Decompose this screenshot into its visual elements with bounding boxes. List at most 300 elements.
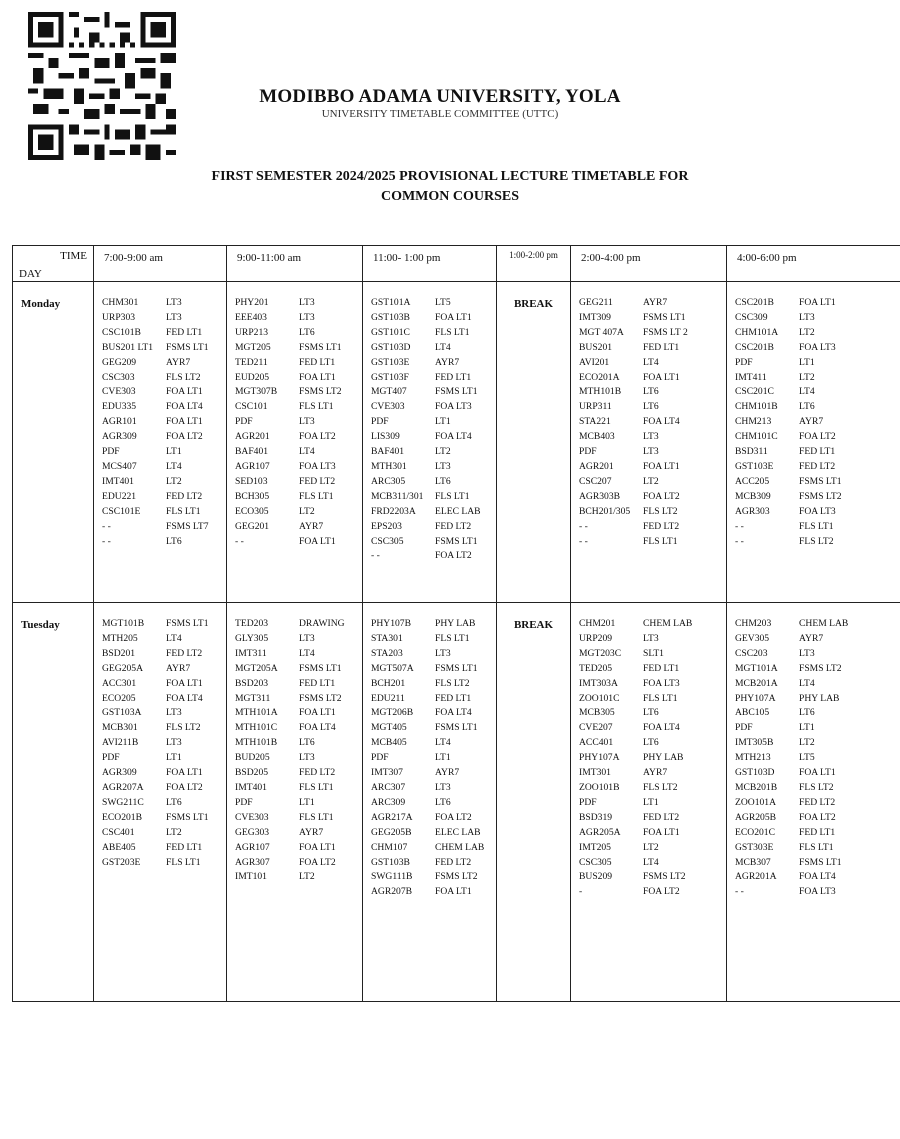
course-entry xyxy=(102,520,220,535)
course-entry xyxy=(579,766,720,781)
course-code: CHM301 xyxy=(102,297,139,308)
course-venue: LT6 xyxy=(799,707,815,719)
course-venue: LT6 xyxy=(299,737,315,749)
course-entry xyxy=(579,326,720,341)
course-code: URP209 xyxy=(579,632,613,644)
course-entry xyxy=(579,430,720,445)
course-entry xyxy=(579,677,720,692)
course-venue: LT3 xyxy=(299,632,315,644)
course-venue: FOA LT1 xyxy=(166,767,203,779)
course-entry xyxy=(735,706,894,721)
course-entry xyxy=(371,415,490,430)
course-entry xyxy=(735,341,894,356)
course-code: ZOO101C xyxy=(579,692,620,704)
course-entry xyxy=(579,400,720,415)
course-entry xyxy=(579,445,720,460)
course-venue: FOA LT1 xyxy=(435,311,472,323)
course-entry xyxy=(579,811,720,826)
course-venue: LT4 xyxy=(299,647,315,659)
course-venue: LT6 xyxy=(435,475,451,487)
course-venue: FED LT1 xyxy=(166,841,203,853)
course-entry xyxy=(102,811,220,826)
course-venue: FOA LT3 xyxy=(799,505,836,517)
course-venue: LT3 xyxy=(299,752,315,764)
course-code: URP213 xyxy=(235,326,269,338)
course-venue: FOA LT1 xyxy=(643,826,680,838)
course-venue: AYR7 xyxy=(166,662,191,674)
course-entry xyxy=(102,356,220,371)
day-label: Monday xyxy=(13,282,94,603)
course-venue: FLS LT1 xyxy=(166,856,201,868)
course-code: URP311 xyxy=(579,401,612,413)
course-venue: FLS LT1 xyxy=(435,490,470,502)
break-cell: BREAK xyxy=(497,282,571,603)
course-entry xyxy=(735,430,894,445)
course-code: BUS201 LT1 xyxy=(102,341,154,353)
course-code: AGR107 xyxy=(235,460,270,472)
course-code: PHY107A xyxy=(735,692,776,704)
course-code: PHY107B xyxy=(371,618,411,629)
course-venue: LT6 xyxy=(166,535,182,547)
course-venue: LT6 xyxy=(799,401,815,413)
course-entry xyxy=(735,647,894,662)
course-venue: LT4 xyxy=(166,460,182,472)
course-entry xyxy=(371,400,490,415)
course-venue: LT1 xyxy=(643,796,659,808)
course-entry xyxy=(735,535,894,550)
course-code: PDF xyxy=(735,722,753,734)
course-venue: LT3 xyxy=(299,416,315,428)
course-entry xyxy=(735,385,894,400)
course-code: GEG211 xyxy=(579,297,613,308)
course-entry xyxy=(102,430,220,445)
course-code: - - xyxy=(735,886,744,898)
course-venue: FOA LT2 xyxy=(166,781,203,793)
course-venue: LT3 xyxy=(166,737,182,749)
course-entry xyxy=(371,460,490,475)
course-code: BAF401 xyxy=(235,446,269,458)
course-venue: FED LT2 xyxy=(799,460,836,472)
course-entry xyxy=(235,692,356,707)
course-venue: LT3 xyxy=(299,311,315,323)
course-entry xyxy=(579,841,720,856)
course-entry xyxy=(735,692,894,707)
course-code: MGT507A xyxy=(371,662,414,674)
course-code: - xyxy=(579,886,583,898)
course-code: CSC201B xyxy=(735,341,774,353)
course-code: MCB307 xyxy=(735,856,771,868)
course-venue: LT2 xyxy=(643,841,659,853)
course-venue: FLS LT1 xyxy=(643,692,678,704)
slot-cell xyxy=(727,282,900,603)
course-entry xyxy=(735,811,894,826)
course-entry xyxy=(102,311,220,326)
course-code: IMT411 xyxy=(735,371,767,383)
course-code: CSC203 xyxy=(735,647,768,659)
course-venue: LT3 xyxy=(435,460,451,472)
course-entry xyxy=(102,692,220,707)
course-entry xyxy=(371,721,490,736)
course-venue: FOA LT2 xyxy=(299,431,336,443)
course-entry xyxy=(235,520,356,535)
time-slot-header: 9:00-11:00 am xyxy=(227,246,363,282)
course-code: GEG205A xyxy=(102,662,144,674)
course-code: ECO201B xyxy=(102,811,142,823)
course-code: TED211 xyxy=(235,356,268,368)
course-code: FRD2203A xyxy=(371,505,416,517)
course-venue: FOA LT1 xyxy=(299,371,336,383)
course-venue: FOA LT3 xyxy=(799,886,836,898)
slot-cell xyxy=(227,282,363,603)
course-code: CSC201C xyxy=(735,386,774,398)
course-entry xyxy=(371,856,490,871)
course-entry xyxy=(371,356,490,371)
course-venue: FOA LT2 xyxy=(643,490,680,502)
course-entry xyxy=(102,766,220,781)
course-entry xyxy=(735,460,894,475)
course-venue: FED LT2 xyxy=(166,647,203,659)
course-code: GEG303 xyxy=(235,826,270,838)
course-venue: LT6 xyxy=(643,707,659,719)
course-code: MCB201A xyxy=(735,677,778,689)
course-venue: FSMS LT1 xyxy=(166,618,209,629)
course-code: PDF xyxy=(579,446,597,458)
course-entry xyxy=(235,647,356,662)
course-venue: FSMS LT1 xyxy=(799,856,842,868)
course-code: GST103B xyxy=(371,311,410,323)
course-entry xyxy=(735,445,894,460)
corner-time-label: TIME xyxy=(60,250,87,262)
course-entry xyxy=(235,856,356,871)
course-venue: FOA LT2 xyxy=(799,811,836,823)
course-code: AGR205A xyxy=(579,826,621,838)
time-slot-header: 1:00-2:00 pm xyxy=(497,246,571,282)
course-venue: FED LT2 xyxy=(166,490,203,502)
course-venue: FSMS LT1 xyxy=(435,662,478,674)
course-venue: FLS LT2 xyxy=(166,371,201,383)
course-entry xyxy=(371,311,490,326)
course-venue: FOA LT4 xyxy=(643,416,680,428)
course-code: MGT205A xyxy=(235,662,278,674)
course-code: GST103D xyxy=(735,767,775,779)
course-code: CSC101E xyxy=(102,505,141,517)
document-title-line1: FIRST SEMESTER 2024/2025 PROVISIONAL LECTURE TIMETABLE FOR xyxy=(211,169,689,184)
slot-cell xyxy=(94,603,227,1002)
course-entry xyxy=(579,706,720,721)
course-venue: LT3 xyxy=(435,781,451,793)
course-venue: LT2 xyxy=(299,871,315,883)
course-venue: FSMS LT1 xyxy=(166,811,209,823)
course-venue: LT4 xyxy=(643,856,659,868)
course-code: MCB311/301 xyxy=(371,490,424,502)
course-entry xyxy=(102,677,220,692)
course-venue: FED LT1 xyxy=(299,677,336,689)
course-entry xyxy=(102,296,220,311)
break-cell: BREAK xyxy=(497,603,571,1002)
course-entry xyxy=(235,341,356,356)
course-code: CHM203 xyxy=(735,618,772,629)
course-venue: AYR7 xyxy=(799,632,824,644)
course-code: MCB309 xyxy=(735,490,771,502)
course-code: AGR201 xyxy=(579,460,614,472)
course-entry xyxy=(735,415,894,430)
course-entry xyxy=(579,721,720,736)
course-entry xyxy=(735,826,894,841)
course-code: BAF401 xyxy=(371,446,405,458)
course-entry xyxy=(102,721,220,736)
course-entry xyxy=(235,535,356,550)
course-venue: FOA LT1 xyxy=(799,297,836,308)
course-code: MCB201B xyxy=(735,781,778,793)
course-venue: LT5 xyxy=(435,297,451,308)
course-venue: LT4 xyxy=(799,677,815,689)
course-venue: FOA LT2 xyxy=(435,550,472,562)
course-entry xyxy=(235,736,356,751)
course-entry xyxy=(579,870,720,885)
course-venue: LT6 xyxy=(643,401,659,413)
course-code: - - xyxy=(371,550,380,562)
course-entry xyxy=(102,460,220,475)
course-code: PDF xyxy=(735,356,753,368)
course-code: MGT407 xyxy=(371,386,407,398)
course-code: CVE207 xyxy=(579,722,613,734)
course-entry xyxy=(579,751,720,766)
course-entry xyxy=(102,617,220,632)
course-entry xyxy=(579,415,720,430)
course-entry xyxy=(579,632,720,647)
course-venue: FOA LT4 xyxy=(643,722,680,734)
course-entry xyxy=(371,692,490,707)
slot-cell xyxy=(571,603,727,1002)
course-venue: LT2 xyxy=(643,475,659,487)
course-venue: AYR7 xyxy=(435,767,460,779)
course-entry xyxy=(579,796,720,811)
course-entry xyxy=(371,841,490,856)
course-entry xyxy=(579,662,720,677)
course-code: MTH301 xyxy=(371,460,407,472)
course-venue: FED LT2 xyxy=(643,520,680,532)
course-entry xyxy=(579,647,720,662)
course-entry xyxy=(371,662,490,677)
course-code: MTH213 xyxy=(735,752,771,764)
course-code: MTH101B xyxy=(579,386,622,398)
course-entry xyxy=(102,856,220,871)
course-code: EDU221 xyxy=(102,490,137,502)
course-entry xyxy=(735,841,894,856)
course-venue: FOA LT4 xyxy=(166,401,203,413)
course-code: ARC305 xyxy=(371,475,406,487)
course-code: STA221 xyxy=(579,416,611,428)
course-code: IMT401 xyxy=(102,475,134,487)
course-code: CHM201 xyxy=(579,618,616,629)
course-code: GST103F xyxy=(371,371,409,383)
course-entry xyxy=(735,781,894,796)
course-venue: FED LT2 xyxy=(299,767,336,779)
course-code: IMT301 xyxy=(579,767,611,779)
course-code: MGT101B xyxy=(102,618,145,629)
course-entry xyxy=(579,520,720,535)
course-code: AGR207A xyxy=(102,781,144,793)
course-code: PDF xyxy=(235,416,253,428)
course-venue: LT3 xyxy=(435,647,451,659)
course-venue: LT4 xyxy=(166,632,182,644)
course-venue: PHY LAB xyxy=(643,752,684,764)
course-code: GST103B xyxy=(371,856,410,868)
course-entry xyxy=(735,736,894,751)
course-code: PDF xyxy=(102,752,120,764)
course-venue: FED LT1 xyxy=(435,371,472,383)
course-entry xyxy=(735,796,894,811)
course-entry xyxy=(735,677,894,692)
course-entry xyxy=(371,826,490,841)
course-entry xyxy=(235,796,356,811)
course-code: TED205 xyxy=(579,662,613,674)
course-entry xyxy=(371,751,490,766)
course-code: AGR307 xyxy=(235,856,270,868)
course-venue: FLS LT1 xyxy=(435,632,470,644)
course-code: CVE303 xyxy=(235,811,269,823)
course-code: ARC307 xyxy=(371,781,406,793)
course-entry xyxy=(235,415,356,430)
course-venue: LT3 xyxy=(166,311,182,323)
course-entry xyxy=(371,371,490,386)
course-entry xyxy=(235,706,356,721)
course-code: BUS209 xyxy=(579,871,613,883)
course-venue: ELEC LAB xyxy=(435,505,481,517)
course-entry xyxy=(102,796,220,811)
course-venue: FLS LT1 xyxy=(166,505,201,517)
course-code: CSC305 xyxy=(579,856,612,868)
slot-cell xyxy=(227,603,363,1002)
course-venue: FLS LT1 xyxy=(299,781,334,793)
course-venue: FED LT2 xyxy=(435,520,472,532)
course-venue: LT1 xyxy=(799,722,815,734)
course-venue: FOA LT3 xyxy=(799,341,836,353)
course-venue: FED LT1 xyxy=(435,692,472,704)
course-venue: FSMS LT1 xyxy=(799,475,842,487)
course-venue: FOA LT3 xyxy=(435,401,472,413)
course-code: CVE303 xyxy=(371,401,405,413)
course-venue: FLS LT2 xyxy=(799,781,834,793)
course-code: MCB301 xyxy=(102,722,138,734)
course-entry xyxy=(371,736,490,751)
course-code: BCH201 xyxy=(371,677,406,689)
course-code: AGR107 xyxy=(235,841,270,853)
course-entry xyxy=(735,856,894,871)
course-venue: FOA LT1 xyxy=(435,886,472,898)
course-entry xyxy=(371,632,490,647)
course-code: CSC201B xyxy=(735,297,774,308)
course-entry xyxy=(235,371,356,386)
course-code: CSC101B xyxy=(102,326,141,338)
course-venue: PHY LAB xyxy=(435,618,476,629)
course-code: CHM101C xyxy=(735,431,778,443)
course-code: ACC301 xyxy=(102,677,137,689)
course-code: MTH205 xyxy=(102,632,138,644)
course-entry xyxy=(371,341,490,356)
course-code: IMT303A xyxy=(579,677,618,689)
course-code: AGR201 xyxy=(235,431,270,443)
course-code: ECO305 xyxy=(235,505,269,517)
course-venue: FOA LT1 xyxy=(299,535,336,547)
course-venue: FOA LT4 xyxy=(299,722,336,734)
corner-day-label: DAY xyxy=(19,268,42,280)
course-venue: FOA LT1 xyxy=(799,767,836,779)
course-entry xyxy=(579,296,720,311)
course-entry xyxy=(735,662,894,677)
slot-cell xyxy=(363,603,497,1002)
course-entry xyxy=(579,385,720,400)
course-entry xyxy=(235,490,356,505)
course-entry xyxy=(102,445,220,460)
course-code: TED203 xyxy=(235,618,269,629)
course-entry xyxy=(371,326,490,341)
course-venue: LT4 xyxy=(435,341,451,353)
course-code: MCB305 xyxy=(579,707,615,719)
course-venue: LT4 xyxy=(435,737,451,749)
course-venue: FOA LT1 xyxy=(166,386,203,398)
course-entry xyxy=(371,766,490,781)
course-entry xyxy=(235,781,356,796)
course-venue: LT3 xyxy=(643,632,659,644)
course-code: MGT405 xyxy=(371,722,407,734)
course-entry xyxy=(371,706,490,721)
course-code: CSC303 xyxy=(102,371,135,383)
course-venue: FSMS LT7 xyxy=(166,520,209,532)
course-entry xyxy=(371,677,490,692)
course-entry xyxy=(102,400,220,415)
course-entry xyxy=(371,885,490,900)
course-code: EPS203 xyxy=(371,520,402,532)
course-venue: LT3 xyxy=(166,707,182,719)
course-code: AGR205B xyxy=(735,811,777,823)
course-venue: FSMS LT1 xyxy=(643,311,686,323)
course-code: GST101A xyxy=(371,297,411,308)
course-venue: FLS LT1 xyxy=(435,326,470,338)
course-entry xyxy=(371,535,490,550)
course-code: BUD205 xyxy=(235,752,270,764)
course-code: ABC105 xyxy=(735,707,770,719)
slot-cell xyxy=(571,282,727,603)
course-code: GLY305 xyxy=(235,632,269,644)
course-venue: LT2 xyxy=(799,737,815,749)
course-entry xyxy=(235,811,356,826)
course-venue: FSMS LT1 xyxy=(435,386,478,398)
course-venue: FSMS LT1 xyxy=(435,535,478,547)
course-code: IMT307 xyxy=(371,767,403,779)
course-code: MGT307B xyxy=(235,386,278,398)
course-code: MGT101A xyxy=(735,662,778,674)
course-code: - - xyxy=(579,520,588,532)
course-entry xyxy=(735,520,894,535)
course-code: - - xyxy=(102,535,111,547)
course-venue: LT1 xyxy=(435,416,451,428)
day-row-tuesday xyxy=(13,603,900,1002)
course-code: ACC401 xyxy=(579,737,614,749)
course-code: BSD311 xyxy=(735,446,768,458)
course-entry xyxy=(102,326,220,341)
course-code: EEE403 xyxy=(235,311,267,323)
course-code: EDU335 xyxy=(102,401,137,413)
course-entry xyxy=(735,617,894,632)
course-entry xyxy=(235,751,356,766)
course-venue: LT6 xyxy=(643,386,659,398)
course-venue: LT1 xyxy=(299,796,315,808)
course-code: MTH101A xyxy=(235,707,278,719)
course-code: BCH305 xyxy=(235,490,270,502)
course-entry xyxy=(579,692,720,707)
course-venue: FSMS LT2 xyxy=(299,386,342,398)
